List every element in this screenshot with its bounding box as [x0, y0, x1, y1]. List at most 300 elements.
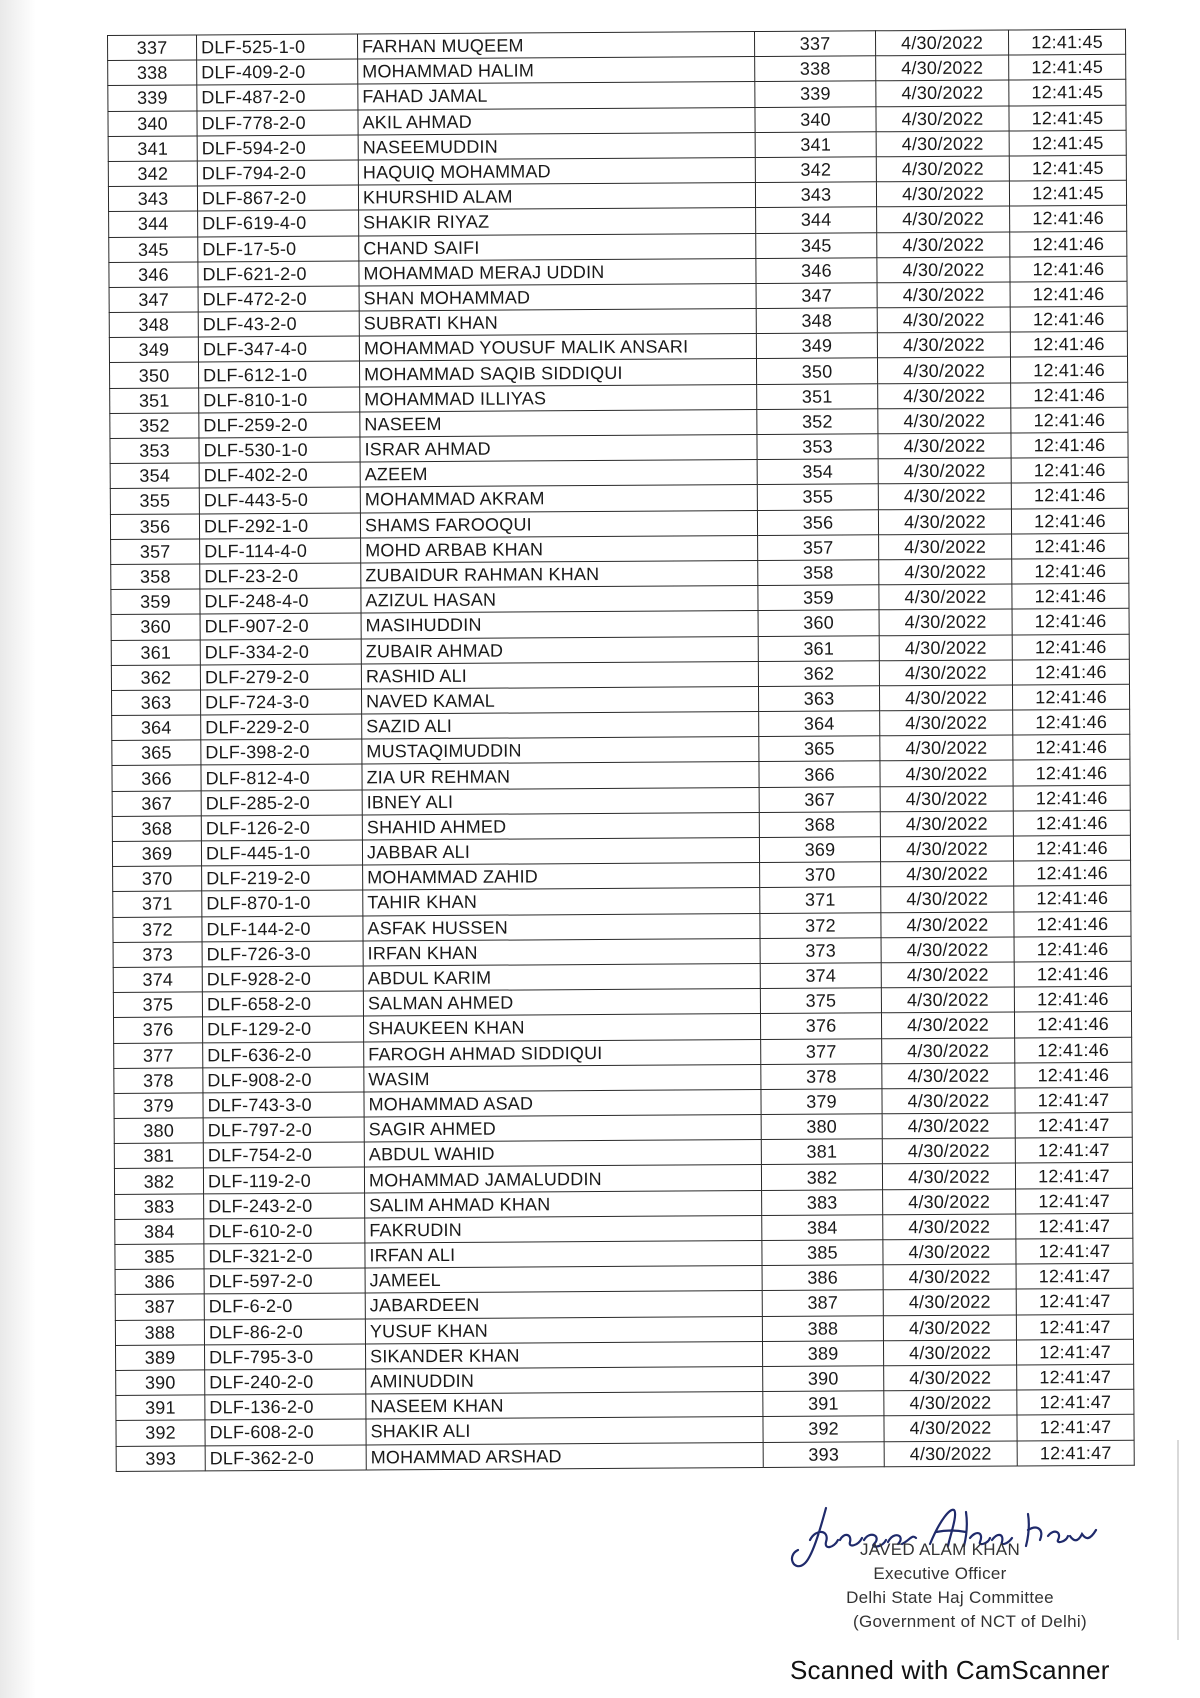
date-cell: 4/30/2022 [876, 181, 1009, 207]
reference-number-cell: DLF-285-2-0 [201, 790, 362, 816]
sequence-number-cell: 349 [756, 333, 877, 359]
serial-number-cell: 382 [114, 1168, 203, 1194]
time-cell: 12:41:47 [1017, 1440, 1134, 1466]
pilgrim-name-cell: SHAKIR RIYAZ [359, 208, 756, 236]
reference-number-cell: DLF-908-2-0 [203, 1067, 364, 1093]
time-cell: 12:41:46 [1014, 1012, 1131, 1038]
date-cell: 4/30/2022 [883, 1340, 1016, 1366]
serial-number-cell: 342 [108, 161, 197, 187]
sequence-number-cell: 372 [760, 912, 881, 938]
reference-number-cell: DLF-334-2-0 [200, 638, 361, 664]
sequence-number-cell: 371 [760, 887, 881, 913]
reference-number-cell: DLF-472-2-0 [198, 286, 359, 312]
time-cell: 12:41:46 [1012, 634, 1129, 660]
pilgrim-name-cell: MOHAMMAD ASAD [364, 1089, 761, 1117]
date-cell: 4/30/2022 [884, 1415, 1017, 1441]
serial-number-cell: 366 [112, 765, 201, 791]
time-cell: 12:41:47 [1016, 1188, 1133, 1214]
serial-number-cell: 392 [116, 1420, 205, 1446]
sequence-number-cell: 353 [757, 434, 878, 460]
date-cell: 4/30/2022 [878, 433, 1011, 459]
serial-number-cell: 371 [113, 891, 202, 917]
reference-number-cell: DLF-229-2-0 [201, 714, 362, 740]
pilgrim-name-cell: JAMEEL [365, 1266, 762, 1294]
time-cell: 12:41:47 [1016, 1339, 1133, 1365]
date-cell: 4/30/2022 [884, 1390, 1017, 1416]
pilgrim-name-cell: FARHAN MUQEEM [357, 32, 754, 60]
date-cell: 4/30/2022 [879, 609, 1012, 635]
reference-number-cell: DLF-743-3-0 [203, 1092, 364, 1118]
sequence-number-cell: 338 [755, 56, 876, 82]
time-cell: 12:41:46 [1013, 835, 1130, 861]
reference-number-cell: DLF-114-4-0 [200, 538, 361, 564]
sequence-number-cell: 381 [761, 1139, 882, 1165]
pilgrim-name-cell: AMINUDDIN [366, 1366, 763, 1394]
serial-number-cell: 383 [115, 1194, 204, 1220]
serial-number-cell: 386 [115, 1269, 204, 1295]
reference-number-cell: DLF-810-1-0 [199, 387, 360, 413]
time-cell: 12:41:46 [1011, 382, 1128, 408]
serial-number-cell: 378 [114, 1068, 203, 1094]
date-cell: 4/30/2022 [884, 1365, 1017, 1391]
reference-number-cell: DLF-6-2-0 [204, 1293, 365, 1319]
time-cell: 12:41:46 [1014, 886, 1131, 912]
reference-number-cell: DLF-621-2-0 [198, 261, 359, 287]
time-cell: 12:41:47 [1016, 1213, 1133, 1239]
date-cell: 4/30/2022 [883, 1214, 1016, 1240]
pilgrim-name-cell: NASEEM KHAN [366, 1392, 763, 1420]
reference-number-cell: DLF-126-2-0 [201, 815, 362, 841]
date-cell: 4/30/2022 [880, 760, 1013, 786]
reference-number-cell: DLF-794-2-0 [197, 160, 358, 186]
pilgrim-name-cell: MOHAMMAD ILLIYAS [360, 384, 757, 412]
serial-number-cell: 362 [111, 665, 200, 691]
sequence-number-cell: 362 [758, 660, 879, 686]
sequence-number-cell: 387 [762, 1290, 883, 1316]
sequence-number-cell: 368 [759, 812, 880, 838]
time-cell: 12:41:46 [1011, 432, 1128, 458]
serial-number-cell: 393 [116, 1445, 205, 1471]
sequence-number-cell: 341 [755, 132, 876, 158]
sequence-number-cell: 377 [761, 1038, 882, 1064]
pilgrim-list-table [107, 29, 1135, 1472]
reference-number-cell: DLF-797-2-0 [203, 1117, 364, 1143]
serial-number-cell: 390 [116, 1370, 205, 1396]
pilgrim-name-cell: ISRAR AHMAD [360, 435, 757, 463]
pilgrim-name-cell: MOHAMMAD ARSHAD [366, 1442, 763, 1470]
time-cell: 12:41:45 [1009, 155, 1126, 181]
table-row [116, 1440, 1134, 1471]
pilgrim-name-cell: WASIM [364, 1064, 761, 1092]
pilgrim-name-cell: CHAND SAIFI [359, 233, 756, 261]
time-cell: 12:41:47 [1016, 1263, 1133, 1289]
reference-number-cell: DLF-243-2-0 [204, 1193, 365, 1219]
time-cell: 12:41:45 [1009, 130, 1126, 156]
serial-number-cell: 348 [109, 312, 198, 338]
reference-number-cell: DLF-144-2-0 [202, 916, 363, 942]
time-cell: 12:41:46 [1011, 508, 1128, 534]
serial-number-cell: 388 [115, 1319, 204, 1345]
signatory-name: JAVED ALAM KHAN [859, 1540, 1021, 1559]
reference-number-cell: DLF-443-5-0 [199, 487, 360, 513]
date-cell: 4/30/2022 [878, 458, 1011, 484]
sequence-number-cell: 359 [758, 585, 879, 611]
date-cell: 4/30/2022 [881, 861, 1014, 887]
sequence-number-cell: 348 [756, 308, 877, 334]
time-cell: 12:41:47 [1017, 1415, 1134, 1441]
time-cell: 12:41:46 [1015, 1037, 1132, 1063]
sequence-number-cell: 360 [758, 610, 879, 636]
time-cell: 12:41:46 [1014, 961, 1131, 987]
date-cell: 4/30/2022 [882, 1163, 1015, 1189]
time-cell: 12:41:47 [1016, 1238, 1133, 1264]
pilgrim-name-cell: IRFAN KHAN [363, 938, 760, 966]
reference-number-cell: DLF-754-2-0 [203, 1142, 364, 1168]
pilgrim-name-cell: SHAN MOHAMMAD [359, 283, 756, 311]
sequence-number-cell: 358 [758, 560, 879, 586]
pilgrim-name-cell: FAKRUDIN [365, 1215, 762, 1243]
time-cell: 12:41:46 [1014, 986, 1131, 1012]
reference-number-cell: DLF-86-2-0 [204, 1319, 365, 1345]
sequence-number-cell: 390 [763, 1366, 884, 1392]
sequence-number-cell: 367 [759, 786, 880, 812]
time-cell: 12:41:47 [1015, 1138, 1132, 1164]
sequence-number-cell: 352 [757, 409, 878, 435]
serial-number-cell: 364 [112, 715, 201, 741]
reference-number-cell: DLF-445-1-0 [201, 840, 362, 866]
reference-number-cell: DLF-658-2-0 [202, 991, 363, 1017]
reference-number-cell: DLF-259-2-0 [199, 412, 360, 438]
sequence-number-cell: 350 [756, 358, 877, 384]
serial-number-cell: 380 [114, 1118, 203, 1144]
time-cell: 12:41:46 [1011, 457, 1128, 483]
reference-number-cell: DLF-219-2-0 [202, 865, 363, 891]
date-cell: 4/30/2022 [883, 1189, 1016, 1215]
pilgrim-name-cell: FAROGH AHMAD SIDDIQUI [364, 1039, 761, 1067]
date-cell: 4/30/2022 [881, 987, 1014, 1013]
time-cell: 12:41:46 [1011, 407, 1128, 433]
serial-number-cell: 370 [113, 866, 202, 892]
sequence-number-cell: 388 [762, 1315, 883, 1341]
time-cell: 12:41:46 [1013, 760, 1130, 786]
reference-number-cell: DLF-525-1-0 [197, 34, 358, 60]
serial-number-cell: 356 [110, 514, 199, 540]
reference-number-cell: DLF-608-2-0 [205, 1419, 366, 1445]
sequence-number-cell: 365 [759, 736, 880, 762]
reference-number-cell: DLF-812-4-0 [201, 764, 362, 790]
sequence-number-cell: 351 [757, 383, 878, 409]
serial-number-cell: 341 [108, 136, 197, 162]
time-cell: 12:41:46 [1015, 1062, 1132, 1088]
date-cell: 4/30/2022 [878, 383, 1011, 409]
date-cell: 4/30/2022 [879, 584, 1012, 610]
date-cell: 4/30/2022 [881, 886, 1014, 912]
sequence-number-cell: 379 [761, 1089, 882, 1115]
reference-number-cell: DLF-612-1-0 [199, 361, 360, 387]
reference-number-cell: DLF-292-1-0 [199, 513, 360, 539]
pilgrim-name-cell: MOHAMMAD AKRAM [360, 485, 757, 513]
sequence-number-cell: 354 [757, 459, 878, 485]
serial-number-cell: 379 [114, 1093, 203, 1119]
date-cell: 4/30/2022 [880, 836, 1013, 862]
pilgrim-name-cell: NAVED KAMAL [361, 686, 758, 714]
scanner-watermark: Scanned with CamScanner [790, 1655, 1110, 1685]
serial-number-cell: 376 [114, 1017, 203, 1043]
reference-number-cell: DLF-398-2-0 [201, 739, 362, 765]
reference-number-cell: DLF-402-2-0 [199, 462, 360, 488]
date-cell: 4/30/2022 [879, 634, 1012, 660]
serial-number-cell: 338 [108, 60, 197, 86]
date-cell: 4/30/2022 [883, 1315, 1016, 1341]
time-cell: 12:41:46 [1011, 483, 1128, 509]
pilgrim-name-cell: RASHID ALI [361, 661, 758, 689]
sequence-number-cell: 343 [755, 182, 876, 208]
time-cell: 12:41:46 [1010, 231, 1127, 257]
reference-number-cell: DLF-347-4-0 [198, 336, 359, 362]
sequence-number-cell: 389 [762, 1341, 883, 1367]
pilgrim-name-cell: ABDUL KARIM [363, 963, 760, 991]
time-cell: 12:41:46 [1010, 206, 1127, 232]
date-cell: 4/30/2022 [881, 912, 1014, 938]
date-cell: 4/30/2022 [876, 156, 1009, 182]
date-cell: 4/30/2022 [882, 1063, 1015, 1089]
reference-number-cell: DLF-870-1-0 [202, 890, 363, 916]
pilgrim-name-cell: ABDUL WAHID [364, 1140, 761, 1168]
date-cell: 4/30/2022 [876, 106, 1009, 132]
time-cell: 12:41:45 [1009, 105, 1126, 131]
sequence-number-cell: 369 [759, 837, 880, 863]
reference-number-cell: DLF-778-2-0 [197, 110, 358, 136]
date-cell: 4/30/2022 [876, 131, 1009, 157]
reference-number-cell: DLF-321-2-0 [204, 1243, 365, 1269]
date-cell: 4/30/2022 [883, 1239, 1016, 1265]
pilgrim-name-cell: SALIM AHMAD KHAN [365, 1190, 762, 1218]
reference-number-cell: DLF-610-2-0 [204, 1218, 365, 1244]
time-cell: 12:41:47 [1016, 1289, 1133, 1315]
sequence-number-cell: 339 [755, 81, 876, 107]
sequence-number-cell: 347 [756, 283, 877, 309]
reference-number-cell: DLF-867-2-0 [197, 185, 358, 211]
sequence-number-cell: 373 [760, 938, 881, 964]
time-cell: 12:41:46 [1012, 583, 1129, 609]
reference-number-cell: DLF-636-2-0 [203, 1041, 364, 1067]
serial-number-cell: 367 [112, 791, 201, 817]
serial-number-cell: 343 [108, 186, 197, 212]
date-cell: 4/30/2022 [881, 1012, 1014, 1038]
pilgrim-name-cell: MUSTAQIMUDDIN [362, 737, 759, 765]
pilgrim-name-cell: AZEEM [360, 460, 757, 488]
pilgrim-name-cell: SHAHID AHMED [362, 812, 759, 840]
serial-number-cell: 368 [112, 816, 201, 842]
time-cell: 12:41:45 [1008, 29, 1125, 55]
scan-edge-line [1177, 1440, 1179, 1640]
serial-number-cell: 389 [116, 1345, 205, 1371]
pilgrim-name-cell: ASFAK HUSSEN [363, 913, 760, 941]
serial-number-cell: 374 [113, 967, 202, 993]
time-cell: 12:41:46 [1010, 256, 1127, 282]
pilgrim-name-cell: IRFAN ALI [365, 1241, 762, 1269]
date-cell: 4/30/2022 [880, 811, 1013, 837]
pilgrim-name-cell: SIKANDER KHAN [365, 1341, 762, 1369]
pilgrim-name-cell: NASEEM [360, 409, 757, 437]
serial-number-cell: 372 [113, 916, 202, 942]
pilgrim-name-cell: SALMAN AHMED [363, 989, 760, 1017]
date-cell: 4/30/2022 [882, 1088, 1015, 1114]
sequence-number-cell: 344 [756, 207, 877, 233]
sequence-number-cell: 376 [760, 1013, 881, 1039]
date-cell: 4/30/2022 [876, 80, 1009, 106]
serial-number-cell: 387 [115, 1294, 204, 1320]
reference-number-cell: DLF-619-4-0 [198, 210, 359, 236]
signatory-government: (Government of NCT of Delhi) [853, 1612, 1087, 1631]
sequence-number-cell: 378 [761, 1063, 882, 1089]
serial-number-cell: 337 [108, 35, 197, 61]
serial-number-cell: 375 [113, 992, 202, 1018]
serial-number-cell: 353 [110, 438, 199, 464]
time-cell: 12:41:46 [1012, 609, 1129, 635]
reference-number-cell: DLF-17-5-0 [198, 235, 359, 261]
date-cell: 4/30/2022 [876, 55, 1009, 81]
pilgrim-name-cell: TAHIR KHAN [363, 888, 760, 916]
time-cell: 12:41:47 [1015, 1163, 1132, 1189]
pilgrim-name-cell: MOHAMMAD YOUSUF MALIK ANSARI [359, 334, 756, 362]
date-cell: 4/30/2022 [882, 1138, 1015, 1164]
reference-number-cell: DLF-119-2-0 [203, 1167, 364, 1193]
time-cell: 12:41:46 [1010, 306, 1127, 332]
serial-number-cell: 384 [115, 1219, 204, 1245]
date-cell: 4/30/2022 [877, 206, 1010, 232]
date-cell: 4/30/2022 [880, 710, 1013, 736]
time-cell: 12:41:46 [1013, 785, 1130, 811]
reference-number-cell: DLF-907-2-0 [200, 613, 361, 639]
pilgrim-name-cell: FAHAD JAMAL [358, 82, 755, 110]
date-cell: 4/30/2022 [878, 483, 1011, 509]
reference-number-cell: DLF-43-2-0 [198, 311, 359, 337]
date-cell: 4/30/2022 [879, 534, 1012, 560]
date-cell: 4/30/2022 [881, 962, 1014, 988]
time-cell: 12:41:46 [1012, 558, 1129, 584]
reference-number-cell: DLF-129-2-0 [203, 1016, 364, 1042]
time-cell: 12:41:46 [1010, 281, 1127, 307]
pilgrim-name-cell: SHAKIR ALI [366, 1417, 763, 1445]
reference-number-cell: DLF-248-4-0 [200, 588, 361, 614]
signatory-title: Executive Officer [873, 1564, 1007, 1583]
sequence-number-cell: 391 [763, 1391, 884, 1417]
serial-number-cell: 351 [110, 388, 199, 414]
pilgrim-name-cell: JABARDEEN [365, 1291, 762, 1319]
pilgrim-name-cell: IBNEY ALI [362, 787, 759, 815]
sequence-number-cell: 385 [762, 1240, 883, 1266]
reference-number-cell: DLF-409-2-0 [197, 59, 358, 85]
serial-number-cell: 355 [110, 488, 199, 514]
serial-number-cell: 349 [109, 337, 198, 363]
serial-number-cell: 354 [110, 463, 199, 489]
serial-number-cell: 340 [108, 111, 197, 137]
table-body [108, 29, 1135, 1471]
pilgrim-name-cell: ZUBAIR AHMAD [361, 636, 758, 664]
reference-number-cell: DLF-240-2-0 [205, 1369, 366, 1395]
time-cell: 12:41:45 [1009, 180, 1126, 206]
pilgrim-name-cell: AZIZUL HASAN [361, 586, 758, 614]
pilgrim-name-cell: ZIA UR REHMAN [362, 762, 759, 790]
time-cell: 12:41:46 [1014, 860, 1131, 886]
sequence-number-cell: 357 [758, 535, 879, 561]
sequence-number-cell: 383 [762, 1189, 883, 1215]
sequence-number-cell: 346 [756, 257, 877, 283]
date-cell: 4/30/2022 [877, 282, 1010, 308]
serial-number-cell: 361 [111, 639, 200, 665]
pilgrim-name-cell: YUSUF KHAN [365, 1316, 762, 1344]
serial-number-cell: 347 [109, 287, 198, 313]
time-cell: 12:41:46 [1010, 357, 1127, 383]
date-cell: 4/30/2022 [879, 685, 1012, 711]
pilgrim-name-cell: JABBAR ALI [362, 838, 759, 866]
date-cell: 4/30/2022 [884, 1440, 1017, 1466]
sequence-number-cell: 364 [759, 711, 880, 737]
serial-number-cell: 344 [109, 211, 198, 237]
sequence-number-cell: 361 [758, 635, 879, 661]
serial-number-cell: 350 [110, 362, 199, 388]
date-cell: 4/30/2022 [882, 1113, 1015, 1139]
serial-number-cell: 352 [110, 413, 199, 439]
reference-number-cell: DLF-795-3-0 [205, 1344, 366, 1370]
pilgrim-name-cell: MOHAMMAD MERAJ UDDIN [359, 258, 756, 286]
pilgrim-name-cell: SAZID ALI [362, 712, 759, 740]
serial-number-cell: 365 [112, 740, 201, 766]
time-cell: 12:41:47 [1015, 1087, 1132, 1113]
pilgrim-name-cell: ZUBAIDUR RAHMAN KHAN [361, 560, 758, 588]
time-cell: 12:41:47 [1017, 1364, 1134, 1390]
sequence-number-cell: 380 [761, 1114, 882, 1140]
date-cell: 4/30/2022 [877, 307, 1010, 333]
date-cell: 4/30/2022 [877, 231, 1010, 257]
time-cell: 12:41:46 [1012, 659, 1129, 685]
date-cell: 4/30/2022 [880, 786, 1013, 812]
sequence-number-cell: 366 [759, 761, 880, 787]
time-cell: 12:41:47 [1015, 1112, 1132, 1138]
reference-number-cell: DLF-726-3-0 [202, 941, 363, 967]
time-cell: 12:41:45 [1009, 54, 1126, 80]
sequence-number-cell: 370 [760, 862, 881, 888]
serial-number-cell: 391 [116, 1395, 205, 1421]
pilgrim-name-cell: MASIHUDDIN [361, 611, 758, 639]
time-cell: 12:41:46 [1012, 684, 1129, 710]
time-cell: 12:41:46 [1013, 709, 1130, 735]
date-cell: 4/30/2022 [883, 1289, 1016, 1315]
date-cell: 4/30/2022 [877, 257, 1010, 283]
time-cell: 12:41:46 [1014, 936, 1131, 962]
serial-number-cell: 339 [108, 85, 197, 111]
reference-number-cell: DLF-487-2-0 [197, 84, 358, 110]
serial-number-cell: 358 [111, 564, 200, 590]
signature-block [790, 1500, 1120, 1640]
sequence-number-cell: 345 [756, 232, 877, 258]
sequence-number-cell: 393 [763, 1441, 884, 1467]
pilgrim-name-cell: MOHAMMAD HALIM [358, 57, 755, 85]
serial-number-cell: 381 [114, 1143, 203, 1169]
sequence-number-cell: 375 [760, 988, 881, 1014]
sequence-number-cell: 386 [762, 1265, 883, 1291]
date-cell: 4/30/2022 [878, 509, 1011, 535]
sequence-number-cell: 374 [760, 963, 881, 989]
date-cell: 4/30/2022 [882, 1037, 1015, 1063]
date-cell: 4/30/2022 [877, 332, 1010, 358]
time-cell: 12:41:46 [1014, 911, 1131, 937]
sequence-number-cell: 340 [755, 106, 876, 132]
time-cell: 12:41:47 [1017, 1389, 1134, 1415]
pilgrim-name-cell: NASEEMUDDIN [358, 132, 755, 160]
reference-number-cell: DLF-279-2-0 [200, 664, 361, 690]
